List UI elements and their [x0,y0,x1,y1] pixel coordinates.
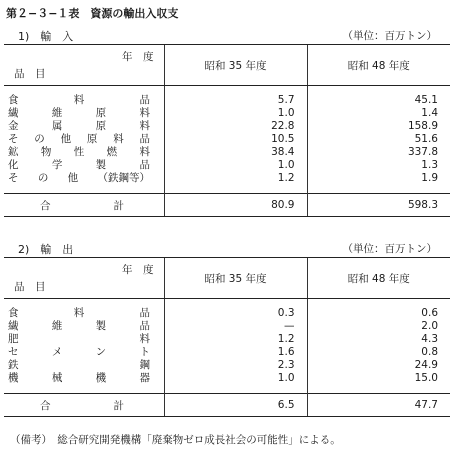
row-value-showa35: 1.2 [164,172,307,185]
imports-section-label: 1) 輸 入 [18,30,74,43]
row-item-label: 繊 維 製 品 [8,320,150,332]
row-value-showa35: 1.0 [164,372,307,385]
row-value-showa35: 1.2 [164,333,307,346]
header-col-showa48: 昭和 48 年度 [307,258,450,299]
table-row [4,333,450,346]
table-row [4,320,450,333]
imports-unit-label: （単位：百万トン） [342,30,437,42]
exports-section-label: 2) 輸 出 [18,243,74,256]
row-value-showa35: 1.0 [164,107,307,120]
table-row [4,94,450,107]
row-value-showa35: — [164,320,307,333]
row-value-showa48: 0.6 [307,307,450,320]
row-item-label: そ の 他 （鉄鋼等） [8,172,150,184]
row-value-showa48: 0.8 [307,346,450,359]
row-value-showa35: 0.3 [164,307,307,320]
row-item-label: 化 学 製 品 [8,159,150,171]
row-value-showa35: 2.3 [164,359,307,372]
table-row [4,359,450,372]
exports-header-row [4,258,450,299]
row-item-label: 鉄 鋼 [8,359,150,371]
row-item-label: そ の 他 原 料 品 [8,133,150,145]
imports-total-showa48: 598.3 [307,194,450,217]
header-item-label: 品 目 [14,281,46,293]
row-value-showa35: 1.6 [164,346,307,359]
exports-total-row [4,394,450,417]
row-value-showa35: 1.0 [164,159,307,172]
row-value-showa35: 38.4 [164,146,307,159]
row-value-showa48: 1.3 [307,159,450,172]
row-item-label: 繊 維 原 料 [8,107,150,119]
row-value-showa48: 51.6 [307,133,450,146]
row-item-label: 機 械 機 器 [8,372,150,384]
table-row [4,159,450,172]
table-row [4,146,450,159]
row-value-showa48: 24.9 [307,359,450,372]
exports-header-corner [4,258,164,299]
row-item-label: 食 料 品 [8,94,150,106]
header-col-showa48: 昭和 48 年度 [307,45,450,86]
row-item-label: 鉱 物 性 燃 料 [8,146,150,158]
row-value-showa48: 1.4 [307,107,450,120]
exports-total-showa35: 6.5 [164,394,307,417]
imports-table [4,44,450,217]
row-value-showa35: 5.7 [164,94,307,107]
row-item-label: セ メ ン ト [8,346,150,358]
row-value-showa35: 22.8 [164,120,307,133]
row-value-showa48: 4.3 [307,333,450,346]
exports-total-label: 合 計 [40,399,124,412]
table-row [4,133,450,146]
exports-unit-label: （単位：百万トン） [342,243,437,255]
imports-header-row [4,45,450,86]
table-title: 第２−３−１表 資源の輸出入収支 [6,7,179,20]
row-value-showa48: 15.0 [307,372,450,385]
header-year-label: 年 度 [122,264,154,276]
table-row [4,120,450,133]
table-row [4,107,450,120]
row-item-label: 肥 料 [8,333,150,345]
table-row [4,372,450,385]
table-row [4,172,450,185]
imports-total-row [4,194,450,217]
exports-total-showa48: 47.7 [307,394,450,417]
header-col-showa35: 昭和 35 年度 [164,45,307,86]
row-value-showa35: 10.5 [164,133,307,146]
header-item-label: 品 目 [14,68,46,80]
row-item-label: 金 属 原 料 [8,120,150,132]
exports-table [4,257,450,417]
row-value-showa48: 158.9 [307,120,450,133]
row-value-showa48: 45.1 [307,94,450,107]
table-row [4,346,450,359]
imports-header-corner [4,45,164,86]
source-note: （備考） 総合研究開発機構「廃棄物ゼロ成長社会の可能性」による。 [10,434,341,446]
imports-total-label: 合 計 [40,199,124,212]
table-row [4,307,450,320]
row-value-showa48: 337.8 [307,146,450,159]
row-value-showa48: 2.0 [307,320,450,333]
header-year-label: 年 度 [122,51,154,63]
row-value-showa48: 1.9 [307,172,450,185]
row-item-label: 食 料 品 [8,307,150,319]
header-col-showa35: 昭和 35 年度 [164,258,307,299]
imports-total-showa35: 80.9 [164,194,307,217]
